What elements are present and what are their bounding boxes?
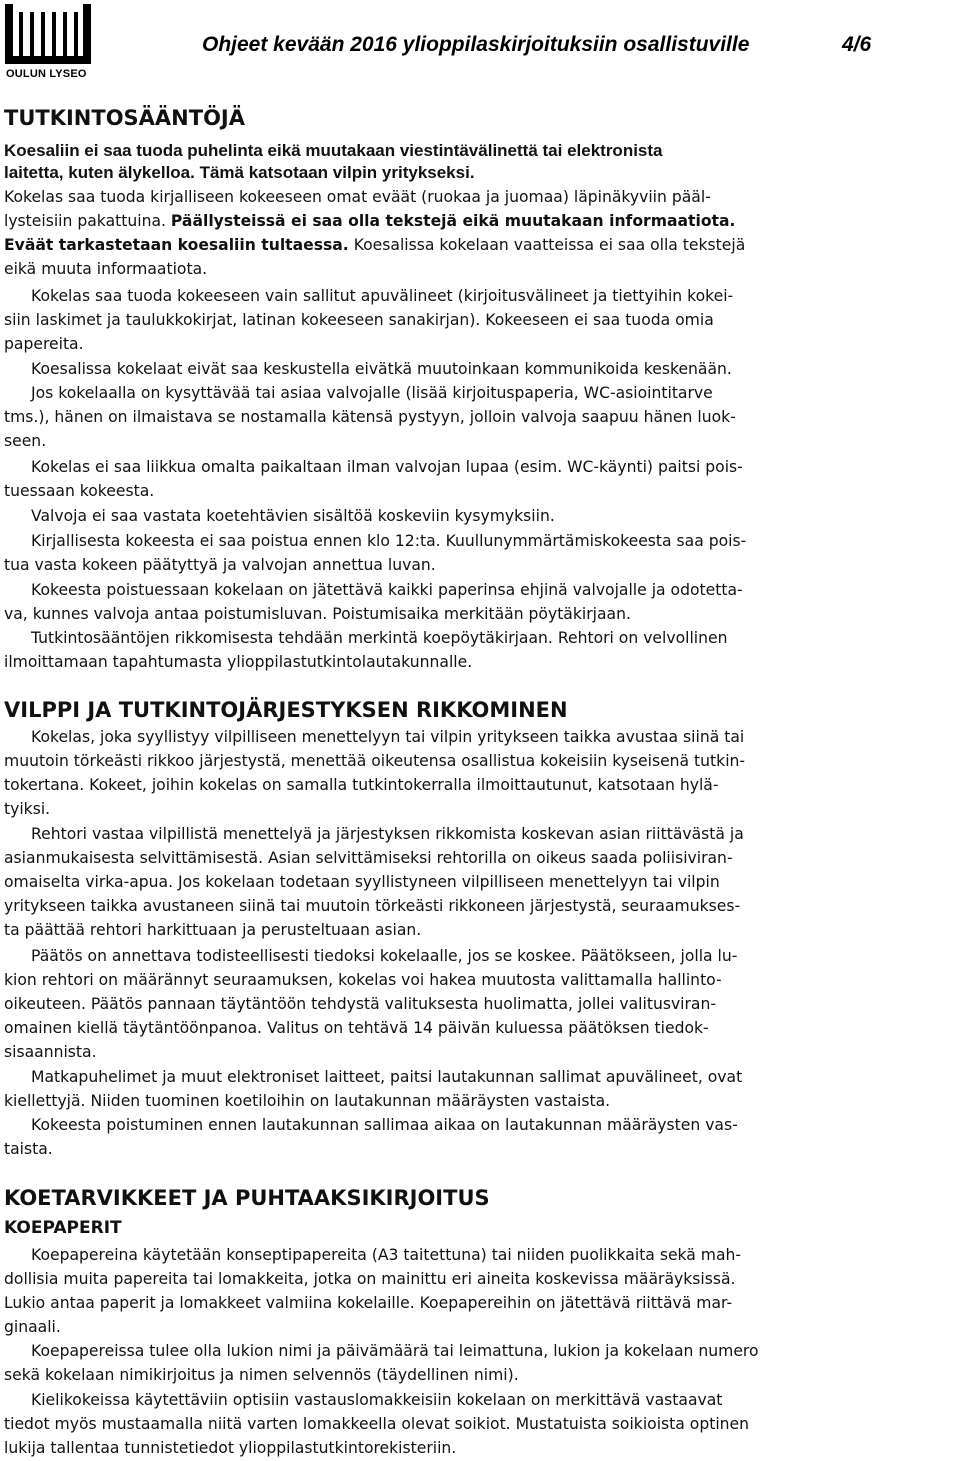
text-line: sisaannista. [4, 1043, 97, 1061]
text-line: kion rehtori on määrännyt seuraamuksen, kokelas voi hakea muutosta valittamalla hallinto- [4, 971, 722, 989]
text-line: tms.), hänen on ilmaistava se nostamalla kätensä pystyyn, jolloin valvoja saapuu hänen luok- [4, 408, 736, 426]
text-run: lysteisiin pakattuina. [4, 212, 171, 230]
text-line: papereita. [4, 335, 84, 353]
section-title: KOETARVIKKEET JA PUHTAAKSIKIRJOITUS [4, 1186, 490, 1210]
text-line: lukija tallentaa tunnistetiedot ylioppilastutkintorekisteriin. [4, 1439, 457, 1457]
text-line: tiedot myös mustaamalla niitä varten lomakkeella olevat soikiot. Mustatuista soikioista optinen [4, 1415, 750, 1433]
text-line: Rehtori vastaa vilpillistä menettelyä ja järjestyksen rikkomista koskevan asian riittävästä ja [31, 825, 744, 843]
text-line: Lukio antaa paperit ja lomakkeet valmiina kokelaille. Koepapereihin on jätettävä riittävä mar- [4, 1294, 733, 1312]
text-line: ilmoittamaan tapahtumasta ylioppilastutkintolautakunnalle. [4, 653, 473, 671]
text-line [4, 210, 735, 232]
text-line: dollisia muita papereita tai lomakkeita, jotka on mainittu eri aineita koskevissa määräyksissä. [4, 1270, 736, 1288]
text-run: Päällysteissä ei saa olla tekstejä eikä muutakaan informaatiota. [170, 212, 736, 230]
text-line: tuessaan kokeesta. [4, 482, 155, 500]
text-line: Kokelas saa tuoda kirjalliseen kokeeseen omat eväät (ruokaa ja juomaa) läpinäkyviin pääl- [4, 188, 711, 206]
text-line: omaiselta virka-apua. Jos kokelaan todetaan syyllistyneen vilpilliseen menettelyyn tai vilpin [4, 873, 720, 891]
text-line: Jos kokelaalla on kysyttävää tai asiaa valvojalle (lisää kirjoituspaperia, WC-asiointitarve [31, 384, 713, 402]
text-line: taista. [4, 1140, 53, 1158]
text-line: Koesalissa kokelaat eivät saa keskustella eivätkä muutoinkaan kommunikoida keskenään. [31, 360, 732, 378]
text-line: Kielikokeissa käytettäviin optisiin vastauslomakkeisiin kokelaan on merkittävä vastaavat [31, 1391, 723, 1409]
text-line: ginaali. [4, 1318, 61, 1336]
text-line: Kokelas saa tuoda kokeeseen vain sallitut apuvälineet (kirjoitusvälineet ja tiettyihin kokei- [31, 287, 734, 305]
text-line: Koesaliin ei saa tuoda puhelinta eikä muutakaan viestintävälinettä tai elektronista [4, 141, 663, 160]
text-line [4, 234, 745, 256]
text-line: muutoin törkeästi rikkoo järjestystä, menettää oikeutensa osallistua kokeisiin kyseisenä tutkin- [4, 752, 746, 770]
text-line: eikä muuta informaatiota. [4, 260, 208, 278]
text-line: va, kunnes valvoja antaa poistumisluvan. Poistumisaika merkitään pöytäkirjaan. [4, 605, 631, 623]
text-line: Tutkintosääntöjen rikkomisesta tehdään merkintä koepöytäkirjaan. Rehtori on velvollinen [31, 629, 728, 647]
text-line: laitetta, kuten älykelloa. Tämä katsotaan vilpin yritykseksi. [4, 163, 475, 182]
section-title: VILPPI JA TUTKINTOJÄRJESTYKSEN RIKKOMINEN [4, 698, 568, 722]
text-line: Päätös on annettava todisteellisesti tiedoksi kokelaalle, jos se koskee. Päätökseen, jolla lu- [31, 947, 738, 965]
logo-text: OULUN LYSEO [6, 68, 87, 80]
text-line: tokertana. Kokeet, joihin kokelas on samalla tutkintokerralla ilmoittautunut, katsotaan hylä- [4, 776, 719, 794]
text-line: ta päättää rehtori harkittuaan ja perusteltuaan asian. [4, 921, 422, 939]
text-line: sekä kokelaan nimikirjoitus ja nimen selvennös (täydellinen nimi). [4, 1366, 519, 1384]
page-number: 4/6 [842, 33, 872, 56]
text-line: omainen kiellä täytäntöönpanoa. Valitus on tehtävä 14 päivän kuluessa päätöksen tiedok- [4, 1019, 709, 1037]
text-line: Kokelas, joka syyllistyy vilpilliseen menettelyyn tai vilpin yritykseen taikka avustaa siinä tai [31, 728, 745, 746]
text-line: Kokelas ei saa liikkua omalta paikaltaan ilman valvojan lupaa (esim. WC-käynti) paitsi pois- [31, 458, 743, 476]
section-title: TUTKINTOSÄÄNTÖJÄ [4, 106, 245, 130]
text-line: Koepapereina käytetään konseptipapereita (A3 taitettuna) tai niiden puolikkaita sekä mah- [31, 1246, 742, 1264]
text-line: kiellettyjä. Niiden tuominen koetiloihin on lautakunnan määräysten vastaista. [4, 1092, 611, 1110]
text-line: siin laskimet ja taulukkokirjat, latinan kokeeseen sanakirjan). Kokeeseen ei saa tuoda omia [4, 311, 714, 329]
text-line: seen. [4, 432, 47, 450]
text-line: Kokeesta poistuessaan kokelaan on jätettävä kaikki paperinsa ehjinä valvojalle ja odotetta- [31, 581, 743, 599]
text-line: yritykseen taikka avustaneen siinä tai muutoin törkeästi rikkoneen järjestystä, seuraamukses- [4, 897, 741, 915]
text-run: Eväät tarkastetaan koesaliin tultaessa. [4, 236, 349, 254]
lyre-emblem-icon [5, 4, 91, 68]
section-subtitle: KOEPAPERIT [4, 1218, 122, 1238]
text-line: tua vasta kokeen päätyttyä ja valvojan annettua luvan. [4, 556, 436, 574]
text-line: asianmukaisesta selvittämisestä. Asian selvittämiseksi rehtorilla on oikeus saada poliisiviran- [4, 849, 733, 867]
text-run: Koesalissa kokelaan vaatteissa ei saa olla tekstejä [348, 236, 746, 254]
document-header-title: Ohjeet kevään 2016 ylioppilaskirjoituksiin osallistuville [202, 33, 750, 56]
text-line: oikeuteen. Päätös pannaan täytäntöön tehdystä valituksesta huolimatta, jollei valitusviran- [4, 995, 716, 1013]
text-line: Kirjallisesta kokeesta ei saa poistua ennen klo 12:ta. Kuullunymmärtämiskokeesta saa pois- [31, 532, 747, 550]
text-line: Kokeesta poistuminen ennen lautakunnan sallimaa aikaa on lautakunnan määräysten vas- [31, 1116, 738, 1134]
text-line: Valvoja ei saa vastata koetehtävien sisältöä koskeviin kysymyksiin. [31, 507, 555, 525]
text-line: tyiksi. [4, 800, 51, 818]
text-line: Koepapereissa tulee olla lukion nimi ja päivämäärä tai leimattuna, lukion ja kokelaan numero [31, 1342, 759, 1360]
text-line: Matkapuhelimet ja muut elektroniset laitteet, paitsi lautakunnan sallimat apuvälineet, ovat [31, 1068, 743, 1086]
